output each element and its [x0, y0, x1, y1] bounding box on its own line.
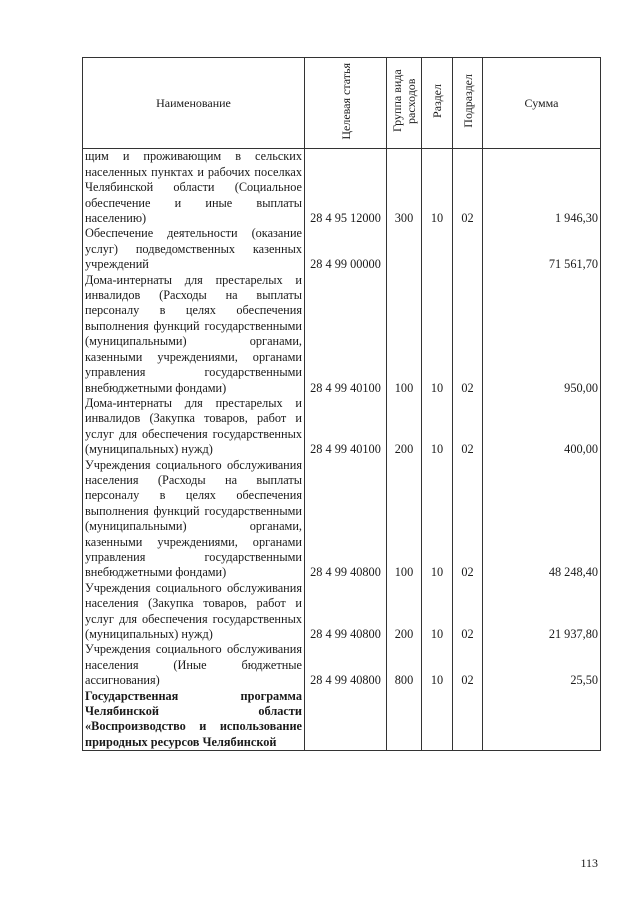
- header-expense-group: Группа вида расходов: [387, 58, 422, 149]
- row-expense-group: 800: [387, 642, 422, 688]
- header-subsection: Подраздел: [453, 58, 483, 149]
- row-target-item: 28 4 99 40100: [305, 273, 387, 396]
- table-header-row: [83, 58, 601, 149]
- row-target-item: 28 4 99 40800: [305, 458, 387, 581]
- row-expense-group: 100: [387, 458, 422, 581]
- row-section: [422, 226, 453, 272]
- row-section: 10: [422, 149, 453, 227]
- row-name: Учреждения социального обслуживания населения (Расходы на выплаты персоналу в целях обеспечения выполнения функций государственными (муниципальными) органами, казенными учреждениями, органами управления государственными внебюджетными фондами): [83, 458, 305, 581]
- row-subsection: 02: [453, 458, 483, 581]
- row-name: щим и проживающим в сельских населенных пунктах и рабочих поселках Челябинской области (Социальное обеспечение и иные выплаты населению): [83, 149, 305, 227]
- row-expense-group: 300: [387, 149, 422, 227]
- row-section: 10: [422, 396, 453, 458]
- row-section: 10: [422, 273, 453, 396]
- row-subsection: 02: [453, 642, 483, 688]
- row-subsection: 02: [453, 149, 483, 227]
- table-row: [83, 642, 601, 688]
- row-subsection: 02: [453, 273, 483, 396]
- header-target-item: Целевая статья: [305, 58, 387, 149]
- row-expense-group: [387, 689, 422, 751]
- row-expense-group: 200: [387, 581, 422, 643]
- row-amount: 400,00: [483, 396, 601, 458]
- row-expense-group: [387, 226, 422, 272]
- row-name: Учреждения социального обслуживания населения (Закупка товаров, работ и услуг для обеспечения государственных (муниципальных) нужд): [83, 581, 305, 643]
- header-name: Наименование: [83, 58, 305, 149]
- row-subsection: [453, 226, 483, 272]
- table-row: [83, 273, 601, 396]
- row-expense-group: 200: [387, 396, 422, 458]
- row-target-item: [305, 689, 387, 751]
- header-section: Раздел: [422, 58, 453, 149]
- row-target-item: 28 4 99 40800: [305, 581, 387, 643]
- row-section: 10: [422, 642, 453, 688]
- table-row: [83, 458, 601, 581]
- row-target-item: 28 4 99 40100: [305, 396, 387, 458]
- table-row: [83, 396, 601, 458]
- row-amount: 48 248,40: [483, 458, 601, 581]
- row-amount: 1 946,30: [483, 149, 601, 227]
- table-row: [83, 689, 601, 751]
- row-target-item: 28 4 99 40800: [305, 642, 387, 688]
- row-amount: [483, 689, 601, 751]
- row-subsection: [453, 689, 483, 751]
- budget-table: [82, 57, 601, 751]
- row-subsection: 02: [453, 581, 483, 643]
- row-target-item: 28 4 95 12000: [305, 149, 387, 227]
- row-name: Дома-интернаты для престарелых и инвалидов (Закупка товаров, работ и услуг для обеспечения государственных (муниципальных) нужд): [83, 396, 305, 458]
- table-row: [83, 226, 601, 272]
- page-number: 113: [580, 856, 598, 870]
- row-name: Дома-интернаты для престарелых и инвалидов (Расходы на выплаты персоналу в целях обеспечения выполнения функций государственными (муниципальными) органами, казенными учреждениями, органами управления государственными внебюджетными фондами): [83, 273, 305, 396]
- row-amount: 950,00: [483, 273, 601, 396]
- row-section: 10: [422, 581, 453, 643]
- header-amount: Сумма: [483, 58, 601, 149]
- row-name: Обеспечение деятельности (оказание услуг) подведомственных казенных учреждений: [83, 226, 305, 272]
- row-name: Государственная программа Челябинской области «Воспроизводство и использование природных ресурсов Челябинской: [83, 689, 305, 751]
- row-amount: 25,50: [483, 642, 601, 688]
- row-subsection: 02: [453, 396, 483, 458]
- row-amount: 21 937,80: [483, 581, 601, 643]
- row-section: [422, 689, 453, 751]
- row-amount: 71 561,70: [483, 226, 601, 272]
- table-row: [83, 581, 601, 643]
- row-expense-group: 100: [387, 273, 422, 396]
- row-name: Учреждения социального обслуживания населения (Иные бюджетные ассигнования): [83, 642, 305, 688]
- row-section: 10: [422, 458, 453, 581]
- row-target-item: 28 4 99 00000: [305, 226, 387, 272]
- table-row: [83, 149, 601, 227]
